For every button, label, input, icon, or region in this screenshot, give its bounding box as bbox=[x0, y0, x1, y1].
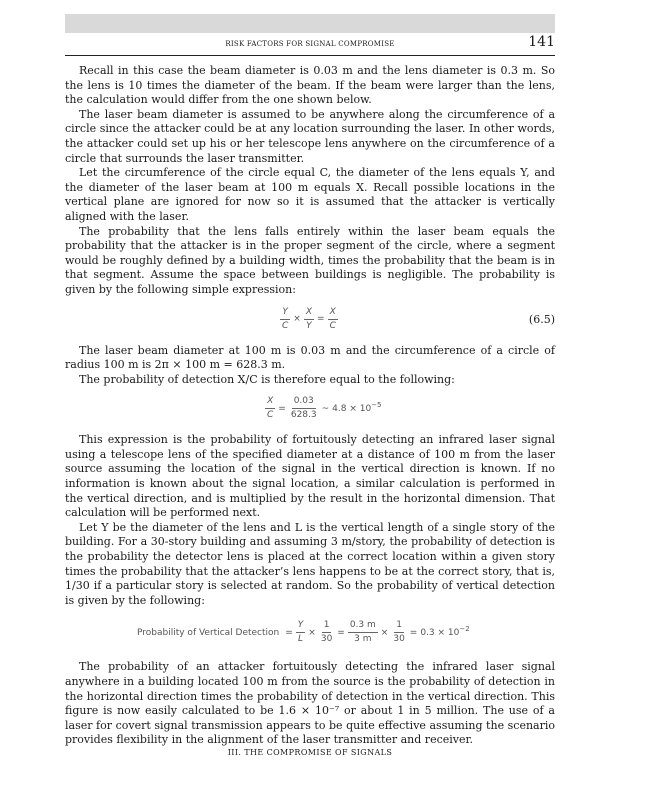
fraction-x-over-c: $\frac{X}{C}$ bbox=[267, 396, 274, 421]
paragraph: Recall in this case the beam diameter is 0.03 m and the lens diameter is 0.3 m. So the lens is 10 times the diameter of the beam. If the beam were larger than the lens, the calculation would differ from the one shown below. bbox=[65, 64, 555, 107]
fraction-y-over-l: $\frac{Y}{L}$ bbox=[297, 620, 304, 645]
fraction-x-over-c: $\frac{X}{C}$ bbox=[329, 306, 336, 331]
equation-6-5: $\frac{Y}{C}$ × $\frac{X}{Y}$ = $\frac{X}{C}$ (6.5) bbox=[282, 306, 555, 331]
top-gray-bar bbox=[65, 14, 555, 33]
paragraph: The probability of an attacker fortuitously detecting the infrared laser signal anywhere in a building located 100 m from the source is the probability of detection in the horizontal direction times the probability of detection in the vertical direction. This figure is now easily calculated to be 1.6 × 10⁻⁷ or about 1 in 5 million. The use of a laser for covert signal transmission appears to be quite effective assuming the scenario provides flexibility in the alignment of the laser transmitter and receiver. bbox=[65, 660, 555, 747]
equation-number: (6.5) bbox=[528, 312, 555, 326]
equation-detection-probability: $\frac{X}{C}$ = $\frac{0.03}{628.3}$ ~ $4.8 \times 10^{-5}$ bbox=[267, 396, 382, 421]
paragraph: The probability that the lens falls entirely within the laser beam equals the probability that the attacker is in the proper segment of the circle, where a segment would be roughly defined by a building width, times the probability that the beam is in that segment. Assume the space between buildings is negligible. The probability is given by the following simple expression: bbox=[65, 224, 555, 296]
fraction-meters: $\frac{0.3 m}{3 m}$ bbox=[349, 620, 376, 645]
body-text bbox=[65, 64, 555, 748]
fraction-y-over-c: $\frac{Y}{C}$ bbox=[282, 306, 289, 331]
paragraph: Let the circumference of the circle equal C, the diameter of the lens equals Y, and the diameter of the laser beam at 100 m equals X. Recall possible locations in the vertical plane are ignored for now so it is assumed that the attacker is vertically aligned with the laser. bbox=[65, 166, 555, 223]
paragraph: The laser beam diameter at 100 m is 0.03 m and the circumference of a circle of radius 100 m is 2π × 100 m = 628.3 m. bbox=[65, 343, 555, 372]
fraction-x-over-y: $\frac{X}{Y}$ bbox=[305, 306, 313, 331]
paragraph: This expression is the probability of fortuitously detecting an infrared laser signal using a telescope lens of the specified diameter at a distance of 100 m from the laser source assuming the location of the signal in the vertical direction is known. If no information is known about the signal location, a similar calculation is performed in the vertical direction, and is multiplied by the result in the horizontal dimension. That calculation will be performed next. bbox=[65, 433, 555, 520]
running-head: RISK FACTORS FOR SIGNAL COMPROMISE bbox=[225, 40, 395, 48]
fraction-one-over-thirty-b: $\frac{1}{30}$ bbox=[393, 620, 405, 645]
paragraph: The laser beam diameter is assumed to be anywhere along the circumference of a circle since the attacker could be at any location surrounding the laser. In other words, the attacker could set up his or her telescope lens anywhere on the circumference of a circle that surrounds the laser transmitter. bbox=[65, 107, 555, 165]
paragraph: The probability of detection X/C is therefore equal to the following: bbox=[79, 372, 455, 386]
paragraph: Let Y be the diameter of the lens and L is the vertical length of a single story of the building. For a 30-story building and assuming 3 m/story, the probability of detection is the probability the detector lens is placed at the correct location within a given story times the probability that the attacker’s lens happens to be at the correct story, that is, 1/30 if a particular story is selected at random. So the probability of vertical detection is given by the following: bbox=[65, 520, 555, 607]
page-number: 141 bbox=[528, 34, 555, 50]
equation-label: Probability of Vertical Detection bbox=[137, 627, 280, 638]
fraction-one-over-thirty: $\frac{1}{30}$ bbox=[320, 620, 333, 645]
page-footer: III. THE COMPROMISE OF SIGNALS bbox=[227, 748, 393, 757]
fraction-numeric: $\frac{0.03}{628.3}$ bbox=[290, 396, 317, 421]
page-header bbox=[65, 35, 555, 56]
equation-vertical-detection: Probability of Vertical Detection = $\frac{Y}{L}$ × $\frac{1}{30}$ = $\frac{0.3 m}{3 m}$ × $\frac{1}{30}$ = $0.3 \times 10^{-2}$ bbox=[137, 620, 470, 645]
